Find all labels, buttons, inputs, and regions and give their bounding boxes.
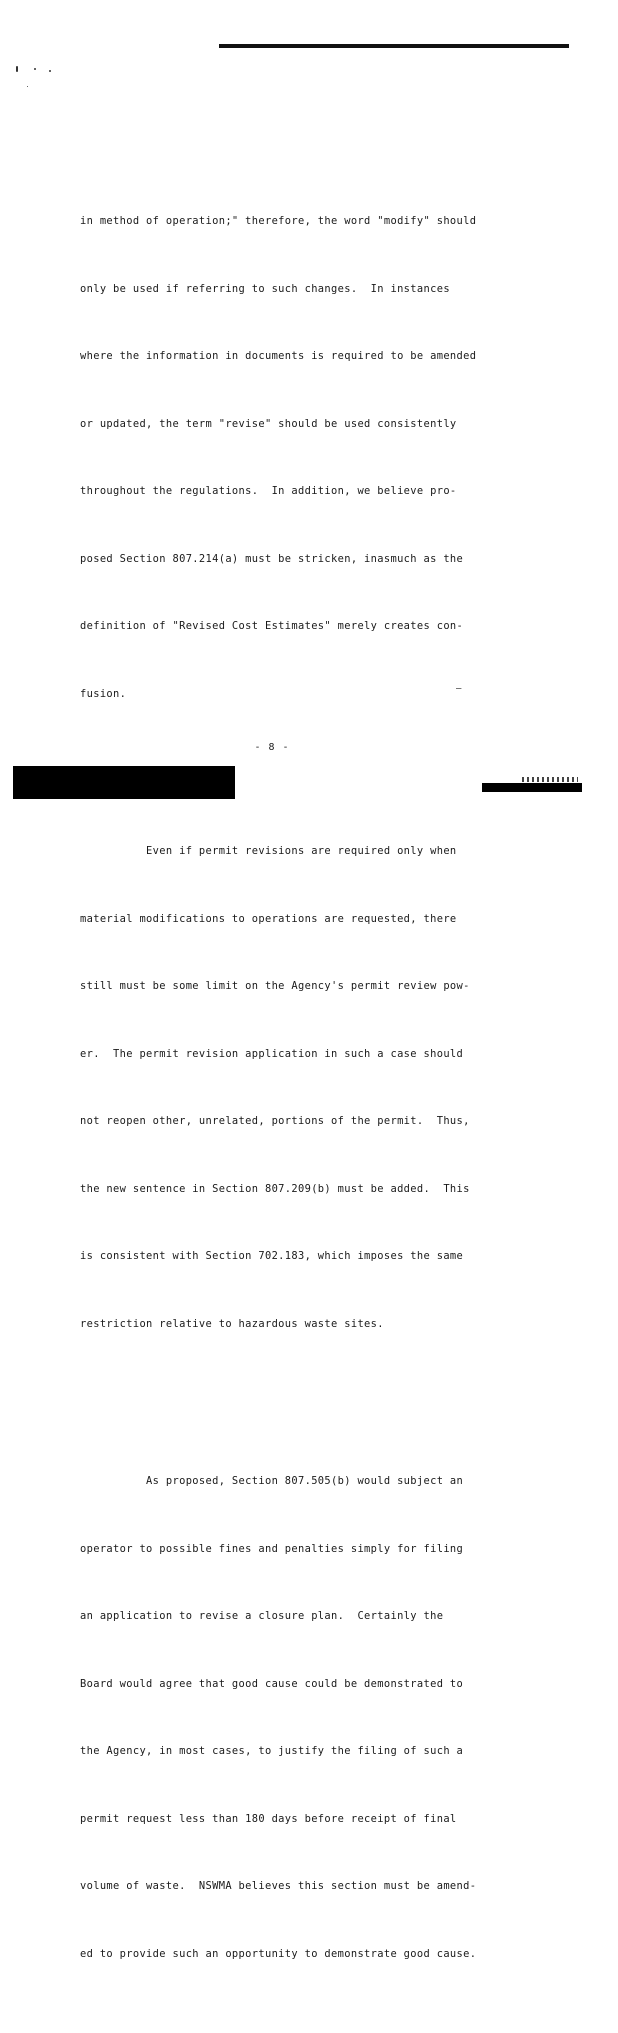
text-line: is consistent with Section 702.183, which imposes the same: [80, 1250, 464, 1262]
text-line: As proposed, Section 807.505(b) would subject an: [80, 1475, 464, 1487]
text-line: material modifications to operations are requested, there: [80, 912, 457, 925]
text-line: in method of operation;" therefore, the word "modify" should: [80, 215, 477, 227]
scan-speck: [34, 68, 36, 70]
document-body: [80, 120, 490, 2033]
text-line: restriction relative to hazardous waste sites.: [80, 1317, 384, 1330]
text-line: operator to possible fines and penalties simply for filing: [80, 1542, 464, 1555]
text-line: Even if permit revisions are required only when: [80, 845, 457, 857]
text-line: not reopen other, unrelated, portions of the permit. Thus,: [80, 1115, 470, 1127]
redaction-bar-right: [482, 783, 582, 792]
text-line: still must be some limit on the Agency's permit review pow-: [80, 980, 470, 992]
page-number: - 8 -: [254, 742, 290, 753]
text-line: er. The permit revision application in such a case should: [80, 1047, 464, 1060]
top-rule: [219, 44, 569, 48]
text-line: ed to provide such an opportunity to demonstrate good cause.: [80, 1947, 477, 1960]
text-line: definition of "Revised Cost Estimates" merely creates con-: [80, 620, 464, 632]
text-line: fusion.: [80, 687, 127, 700]
scan-speck: [49, 70, 51, 72]
paragraph-1: [80, 165, 490, 750]
text-line: where the information in documents is required to be amended: [80, 350, 477, 362]
paragraph-2: [80, 795, 490, 1380]
footer-mark: —: [456, 684, 462, 694]
redaction-bar-left: [13, 766, 235, 799]
text-line: Board would agree that good cause could be demonstrated to: [80, 1677, 464, 1690]
scan-speck: [16, 66, 18, 72]
text-line: the Agency, in most cases, to justify the filing of such a: [80, 1745, 464, 1757]
text-line: volume of waste. NSWMA believes this section must be amend-: [80, 1880, 477, 1892]
paragraph-3: [80, 1425, 490, 2010]
text-line: throughout the regulations. In addition, we believe pro-: [80, 485, 457, 497]
text-line: an application to revise a closure plan. Certainly the: [80, 1610, 444, 1622]
text-line: permit request less than 180 days before receipt of final: [80, 1812, 457, 1825]
text-line: only be used if referring to such changes. In instances: [80, 282, 450, 295]
scan-noise-strip: [522, 777, 578, 782]
text-line: the new sentence in Section 807.209(b) must be added. This: [80, 1182, 470, 1195]
text-line: posed Section 807.214(a) must be stricken, inasmuch as the: [80, 552, 464, 565]
text-line: or updated, the term "revise" should be used consistently: [80, 417, 457, 430]
scan-speck: [27, 86, 28, 87]
